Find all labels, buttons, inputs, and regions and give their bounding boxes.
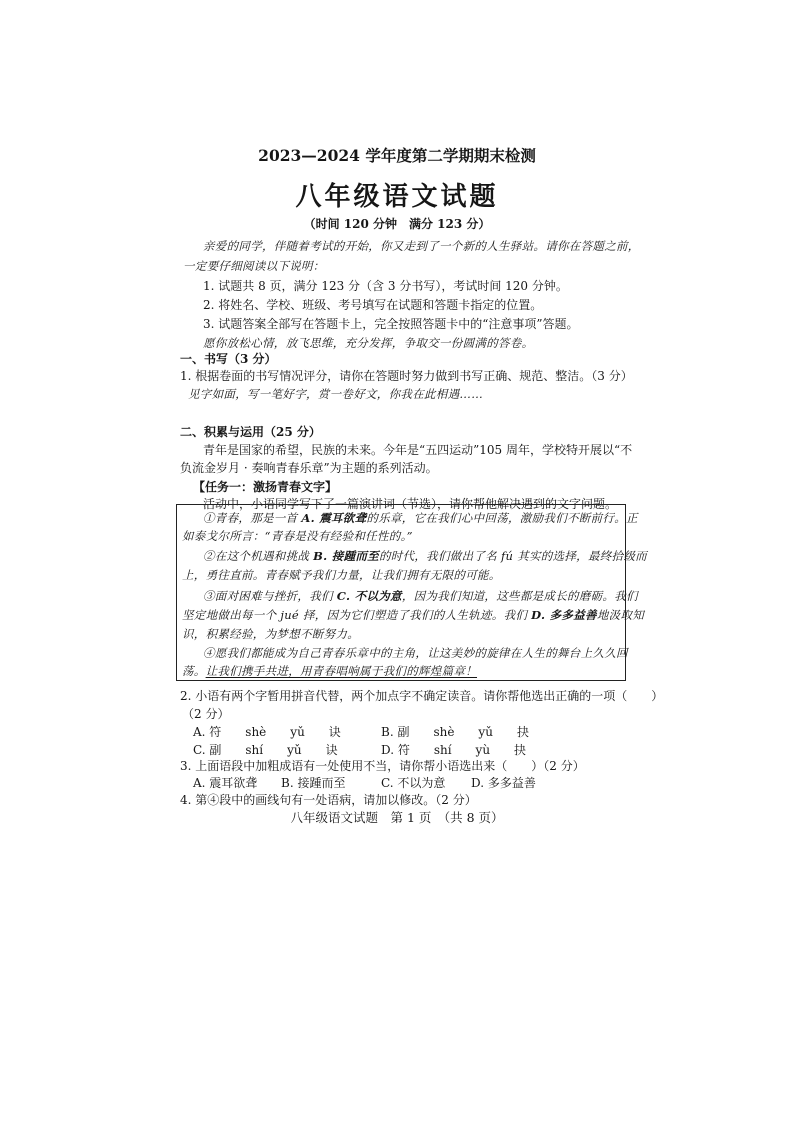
exam-time-info: （时间 120 分钟 满分 123 分） [303,217,491,231]
page-footer: 八年级语文试题 第 1 页 （共 8 页） [290,810,504,825]
question-3-option-b: B. 接踵而至 [281,776,346,790]
exam-title: 八年级语文试题 [295,182,499,212]
passage-p1-line2: 如泰戈尔所言：“青春是没有经验和任性的。” [182,529,413,543]
intro-item-3: 3. 试题答案全部写在答题卡上，完全按照答题卡中的“注意事项”答题。 [203,317,579,331]
question-3-option-a: A. 震耳欲聋 [193,776,258,790]
idiom-a: A. 震耳欲聋 [301,511,367,525]
question-2-option-c: C. 副 shí yǔ 诀 [193,743,338,757]
question-3-stem: 3. 上面语段中加粗成语有一处使用不当，请你帮小语选出来（ ）（2 分） [180,759,585,773]
passage-p4-line1: ④愿我们都能成为自己青春乐章中的主角，让这美妙的旋律在人生的舞台上久久回 [203,646,628,660]
question-2-option-d: D. 符 shí yù 抉 [381,743,527,757]
intro-wish: 愿你放松心情，放飞思维，充分发挥，争取交一份圆满的答卷。 [203,336,534,350]
passage-p3-line2: 坚定地做出每一个 jué 择，因为它们塑造了我们的人生轨迹。我们 D. 多多益善地汲取知 [182,608,645,622]
question-3-option-d: D. 多多益善 [471,776,536,790]
underlined-sentence: 让我们携手共进，用青春唱响属于我们的辉煌篇章！ [205,664,478,678]
section2-para-2: 负流金岁月 · 奏响青春乐章”为主题的系列活动。 [180,461,438,475]
task1-description: 活动中，小语同学写下了一篇演讲词（节选），请你帮他解决遇到的文字问题。 [203,497,618,511]
question-2-stem: 2. 小语有两个字暂用拼音代替，两个加点字不确定读音。请你帮他选出正确的一项（ ） [180,689,664,703]
intro-item-2: 2. 将姓名、学校、班级、考号填写在试题和答题卡指定的位置。 [203,298,543,312]
question-2-option-b: B. 副 shè yǔ 抉 [381,725,529,739]
question-3-option-c: C. 不以为意 [381,776,446,790]
task1-heading: 【任务一：激扬青春文字】 [193,480,338,494]
question-2-option-a: A. 符 shè yǔ 诀 [193,725,341,739]
section2-heading: 二、积累与运用（25 分） [180,425,321,439]
intro-item-1: 1. 试题共 8 页，满分 123 分（含 3 分书写），考试时间 120 分钟。 [203,279,568,293]
intro-line-2: 一定要仔细阅读以下说明： [183,259,325,273]
passage-p3-line1: ③面对困难与挫折，我们 C. 不以为意，因为我们知道，这些都是成长的磨砺。我们 [203,589,638,603]
question-1: 1. 根据卷面的书写情况评分，请你在答题时努力做到书写正确、规范、整洁。（3 分） [180,369,633,383]
idiom-c: C. 不以为意 [336,589,402,603]
writing-note: 见字如面，写一笔好字，赏一卷好文，你我在此相遇…… [188,387,483,401]
exam-term: 2023—2024 学年度第二学期期末检测 [258,146,536,165]
idiom-b: B. 接踵而至 [313,549,379,563]
passage-p3-line3: 识，积累经验，为梦想不断努力。 [182,627,359,641]
intro-line-1: 亲爱的同学，伴随着考试的开始，你又走到了一个新的人生驿站。请你在答题之前， [203,239,640,253]
section2-para-1: 青年是国家的希望，民族的未来。今年是“五四运动”105 周年，学校特开展以“不 [203,443,633,457]
section1-heading: 一、书写（3 分） [180,352,277,366]
question-2-points: （2 分） [182,707,230,721]
passage-p2-line1: ②在这个机遇和挑战 B. 接踵而至的时代，我们做出了名 fú 其实的选择，最终拾级而 [203,549,647,563]
passage-p1-line1: ①青春，那是一首 A. 震耳欲聋的乐章，它在我们心中回荡，激励我们不断前行。正 [203,511,638,525]
passage-p4-line2: 荡。让我们携手共进，用青春唱响属于我们的辉煌篇章！ [182,664,478,678]
passage-p2-line2: 上，勇往直前。青春赋予我们力量，让我们拥有无限的可能。 [182,568,501,582]
idiom-d: D. 多多益善 [531,608,597,622]
question-4-stem: 4. 第④段中的画线句有一处语病，请加以修改。（2 分） [180,793,477,807]
